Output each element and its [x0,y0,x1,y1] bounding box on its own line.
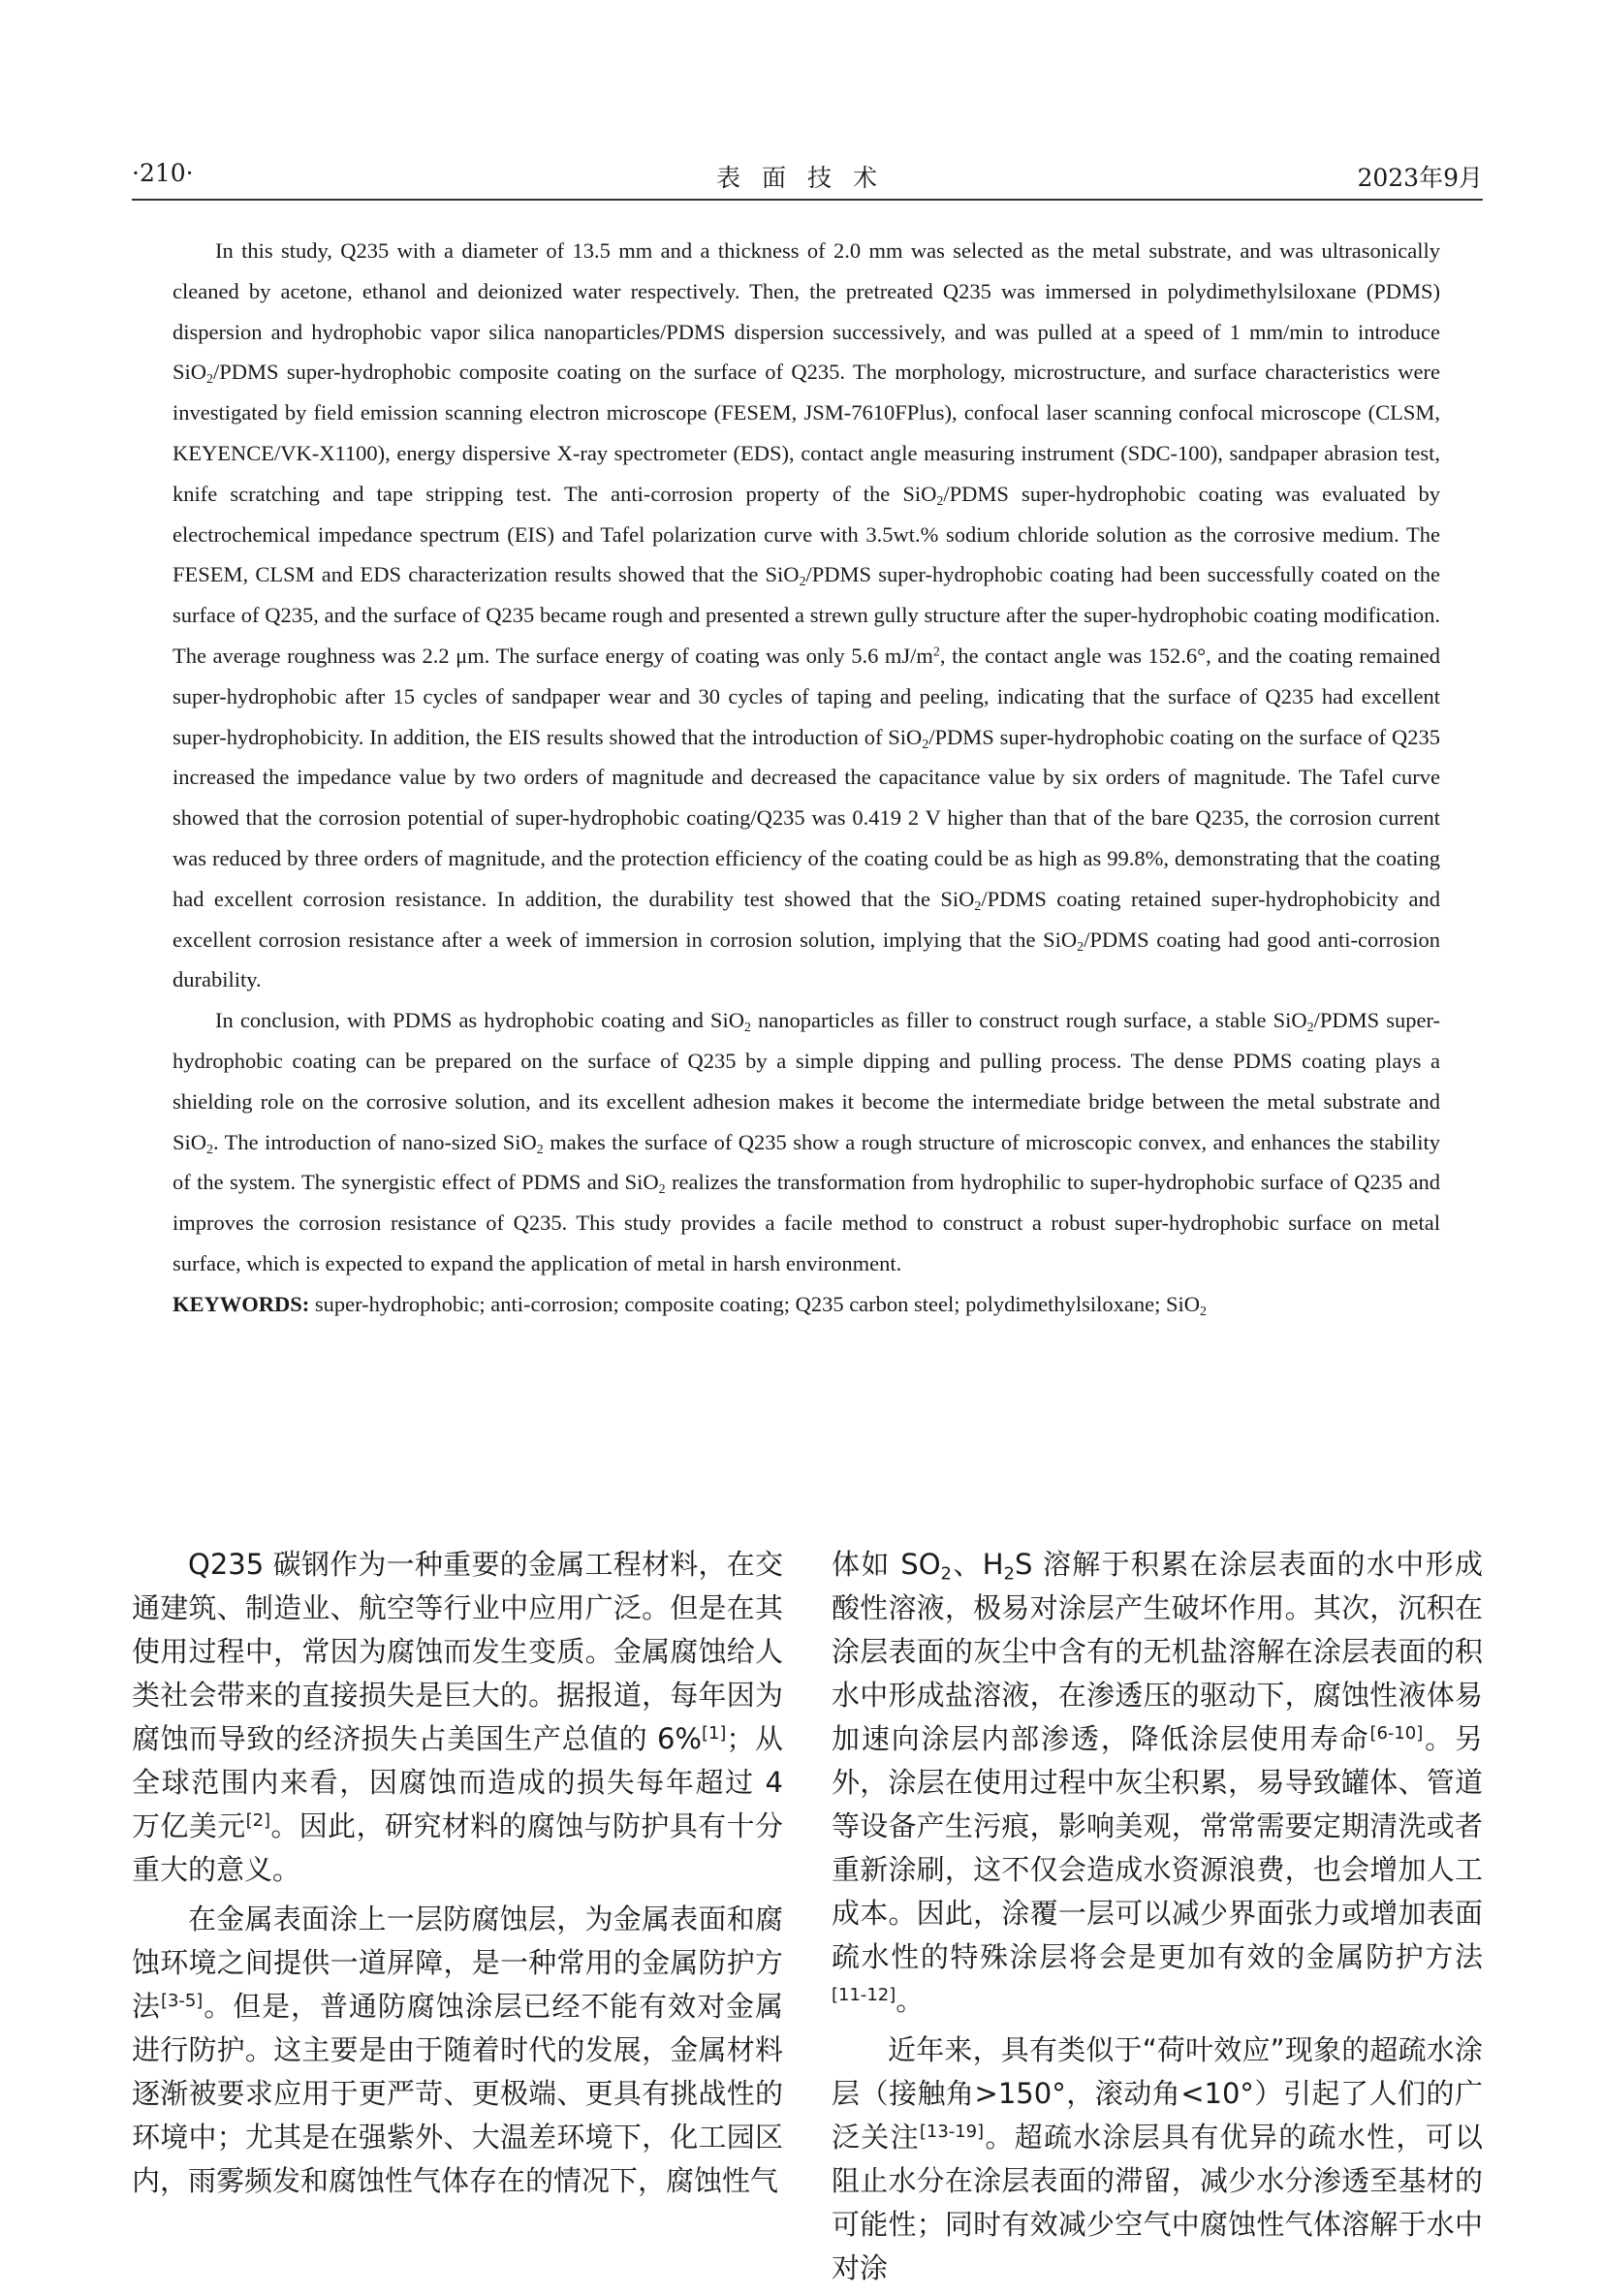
journal-title: 表面技术 [715,164,898,192]
body-paragraph: 在金属表面涂上一层防腐蚀层，为金属表面和腐蚀环境之间提供一道屏障，是一种常用的金属防护方法[3-5]。但是，普通防腐蚀涂层已经不能有效对金属进行防护。这主要是由于随着时代的发展，金属材料逐渐被要求应用于更严苛、更极端、更具有挑战性的环境中；尤其是在强紫外、大温差环境下，化工园区内，雨雾频发和腐蚀性气体存在的情况下，腐蚀性气 [132,1903,783,2197]
abstract-paragraph-2: In conclusion, with PDMS as hydrophobic coating and SiO$_2$ nanoparticles as filler to construct rough surface, a stable SiO$_2$/PDMS super-hydrophobic coating can be prepared on the surface of Q235 by a simple dipping and pulling process. The dense PDMS coating plays a shielding role on the corrosive solution, and its excellent adhesion makes it become the intermediate bridge between the metal substrate and SiO$_2$. The introduction of nano-sized SiO$_2$ makes the surface of Q235 show a rough structure of microscopic convex, and enhances the stability of the system. The synergistic effect of PDMS and SiO$_2$ realizes the transformation from hydrophilic to super-hydrophobic surface of Q235 and improves the corrosion resistance of Q235. This study provides a facile method to construct a robust super-hydrophobic surface on metal surface, which is expected to expand the application of metal in harsh environment. [173,1008,1440,1275]
page-number: ·210· [132,159,194,187]
body-column-right [832,1543,1483,2296]
body-paragraph: 体如 $SO_2$、$H_2S$ 溶解于积累在涂层表面的水中形成酸性溶液，极易对涂层产生破坏作用。其次，沉积在涂层表面的灰尘中含有的无机盐溶解在涂层表面的积水中形成盐溶液，在渗透压的驱动下，腐蚀性液体易加速向涂层内部渗透，降低涂层使用寿命[6-10]。另外，涂层在使用过程中灰尘积累，易导致罐体、管道等设备产生污痕，影响美观，常常需要定期清洗或者重新涂刷，这不仅会造成水资源浪费，也会增加人工成本。因此，涂覆一层可以减少界面张力或增加表面疏水性的特殊涂层将会是更加有效的金属防护方法[11-12]。 [832,1548,1483,2017]
body-paragraph: Q235 碳钢作为一种重要的金属工程材料，在交通建筑、制造业、航空等行业中应用广泛。但是在其使用过程中，常因为腐蚀而发生变质。金属腐蚀给人类社会带来的直接损失是巨大的。据报道，每年因为腐蚀而导致的经济损失占美国生产总值的 6%[1]；从全球范围内来看，因腐蚀而造成的损失每年超过 4 万亿美元[2]。因此，研究材料的腐蚀与防护具有十分重大的意义。 [132,1548,783,1886]
body-column-left [132,1543,783,2209]
header-rule [132,199,1483,201]
issue-date: 2023年9月 [1357,164,1483,192]
keywords: KEYWORDS: super-hydrophobic; anti-corrosion; composite coating; Q235 carbon steel; polydimethylsiloxane; SiO$_2$ [173,1291,1207,1319]
abstract-paragraph-1: In this study, Q235 with a diameter of 13.5 mm and a thickness of 2.0 mm was selected as the metal substrate, and was ultrasonically cleaned by acetone, ethanol and deionized water respectively. Then, the pretreated Q235 was immersed in polydimethylsiloxane (PDMS) dispersion and hydrophobic vapor silica nanoparticles/PDMS dispersion successively, and was pulled at a speed of 1 mm/min to introduce SiO$_2$/PDMS super-hydrophobic composite coating on the surface of Q235. The morphology, microstructure, and surface characteristics were investigated by field emission scanning electron microscope (FESEM, JSM-7610FPlus), confocal laser scanning confocal microscope (CLSM, KEYENCE/VK-X1100), energy dispersive X-ray spectrometer (EDS), contact angle measuring instrument (SDC-100), sandpaper abrasion test, knife scratching and tape stripping test. The anti-corrosion property of the SiO$_2$/PDMS super-hydrophobic coating was evaluated by electrochemical impedance spectrum (EIS) and Tafel polarization curve with 3.5wt.% sodium chloride solution as the corrosive medium. The FESEM, CLSM and EDS characterization results showed that the SiO$_2$/PDMS super-hydrophobic coating had been successfully coated on the surface of Q235, and the surface of Q235 became rough and presented a strewn gully structure after the super-hydrophobic coating modification. The average roughness was 2.2 μm. The surface energy of coating was only 5.6 $mJ/m^2$, the contact angle was 152.6°, and the coating remained super-hydrophobic after 15 cycles of sandpaper wear and 30 cycles of taping and peeling, indicating that the surface of Q235 had excellent super-hydrophobicity. In addition, the EIS results showed that the introduction of SiO$_2$/PDMS super-hydrophobic coating on the surface of Q235 increased the impedance value by two orders of magnitude and decreased the capacitance value by six orders of magnitude. The Tafel curve showed that the corrosion potential of super-hydrophobic coating/Q235 was 0.419 2 V higher than that of the bare Q235, the corrosion current was reduced by three orders of magnitude, and the protection efficiency of the coating could be as high as 99.8%, demonstrating that the coating had excellent corrosion resistance. In addition, the durability test showed that the SiO$_2$/PDMS coating retained super-hydrophobicity and excellent corrosion resistance after a week of immersion in corrosion solution, implying that the SiO$_2$/PDMS coating had good anti-corrosion durability. [173,238,1441,992]
english-abstract [173,231,1440,1325]
keywords-label: KEYWORDS: [173,1291,310,1316]
page-header [132,155,1483,198]
body-paragraph: 近年来，具有类似于“荷叶效应”现象的超疏水涂层（接触角>150°，滚动角<10°）引起了人们的广泛关注[13-19]。超疏水涂层具有优异的疏水性，可以阻止水分在涂层表面的滞留，减少水分渗透至基材的可能性；同时有效减少空气中腐蚀性气体溶解于水中对涂 [832,2033,1483,2284]
